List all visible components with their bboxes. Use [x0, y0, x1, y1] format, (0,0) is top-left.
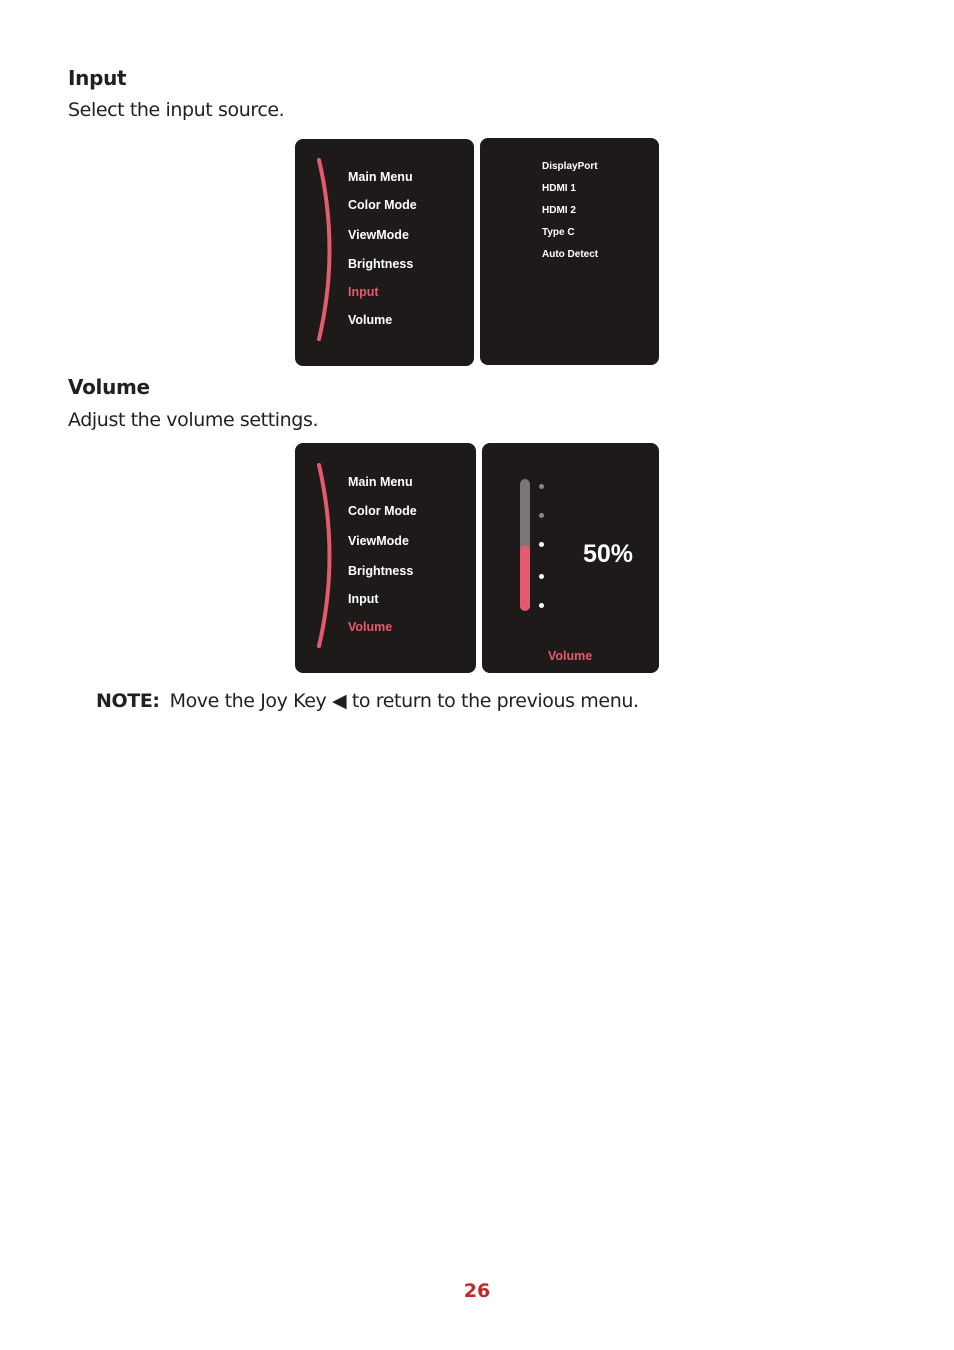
menu-item-color-mode[interactable]: Color Mode — [348, 198, 417, 212]
note-text: Move the Joy Key ◀ to return to the previous menu. — [169, 690, 639, 712]
menu-arc-icon — [295, 139, 355, 366]
page-number: 26 — [463, 1280, 491, 1302]
slider-tick — [539, 542, 544, 547]
osd-input-source-panel — [480, 138, 659, 365]
menu-item-brightness[interactable]: Brightness — [348, 564, 414, 578]
osd-main-menu-panel — [295, 139, 474, 366]
menu-item-color-mode[interactable]: Color Mode — [348, 504, 417, 518]
menu-item-brightness[interactable]: Brightness — [348, 257, 414, 271]
menu-item-input[interactable]: Input — [348, 592, 379, 606]
volume-label: Volume — [548, 649, 593, 663]
slider-tick — [539, 603, 544, 608]
source-hdmi-2[interactable]: HDMI 2 — [542, 205, 576, 216]
menu-item-volume[interactable]: Volume — [348, 313, 393, 327]
volume-slider[interactable] — [520, 479, 530, 611]
menu-item-volume[interactable]: Volume — [348, 620, 393, 634]
slider-tick — [539, 574, 544, 579]
osd-volume-panel — [482, 443, 659, 673]
source-type-c[interactable]: Type C — [542, 227, 575, 238]
slider-tick — [539, 484, 544, 489]
menu-item-main-menu[interactable]: Main Menu — [348, 170, 413, 184]
menu-item-viewmode[interactable]: ViewMode — [348, 534, 409, 548]
osd-main-menu-panel-volume — [295, 443, 476, 673]
volume-value: 50% — [583, 540, 634, 568]
menu-arc-icon — [295, 443, 355, 673]
volume-slider-fill — [520, 545, 530, 611]
source-auto-detect[interactable]: Auto Detect — [542, 249, 599, 260]
slider-tick — [539, 513, 544, 518]
menu-item-input[interactable]: Input — [348, 285, 379, 299]
menu-item-viewmode[interactable]: ViewMode — [348, 228, 409, 242]
source-displayport[interactable]: DisplayPort — [542, 161, 598, 172]
menu-item-main-menu[interactable]: Main Menu — [348, 475, 413, 489]
source-hdmi-1[interactable]: HDMI 1 — [542, 183, 576, 194]
note-label: NOTE: — [96, 690, 160, 712]
note — [96, 690, 639, 712]
volume-description: Adjust the volume settings. — [68, 409, 319, 431]
input-description: Select the input source. — [68, 99, 285, 121]
input-heading: Input — [68, 66, 127, 90]
volume-heading: Volume — [68, 375, 150, 399]
